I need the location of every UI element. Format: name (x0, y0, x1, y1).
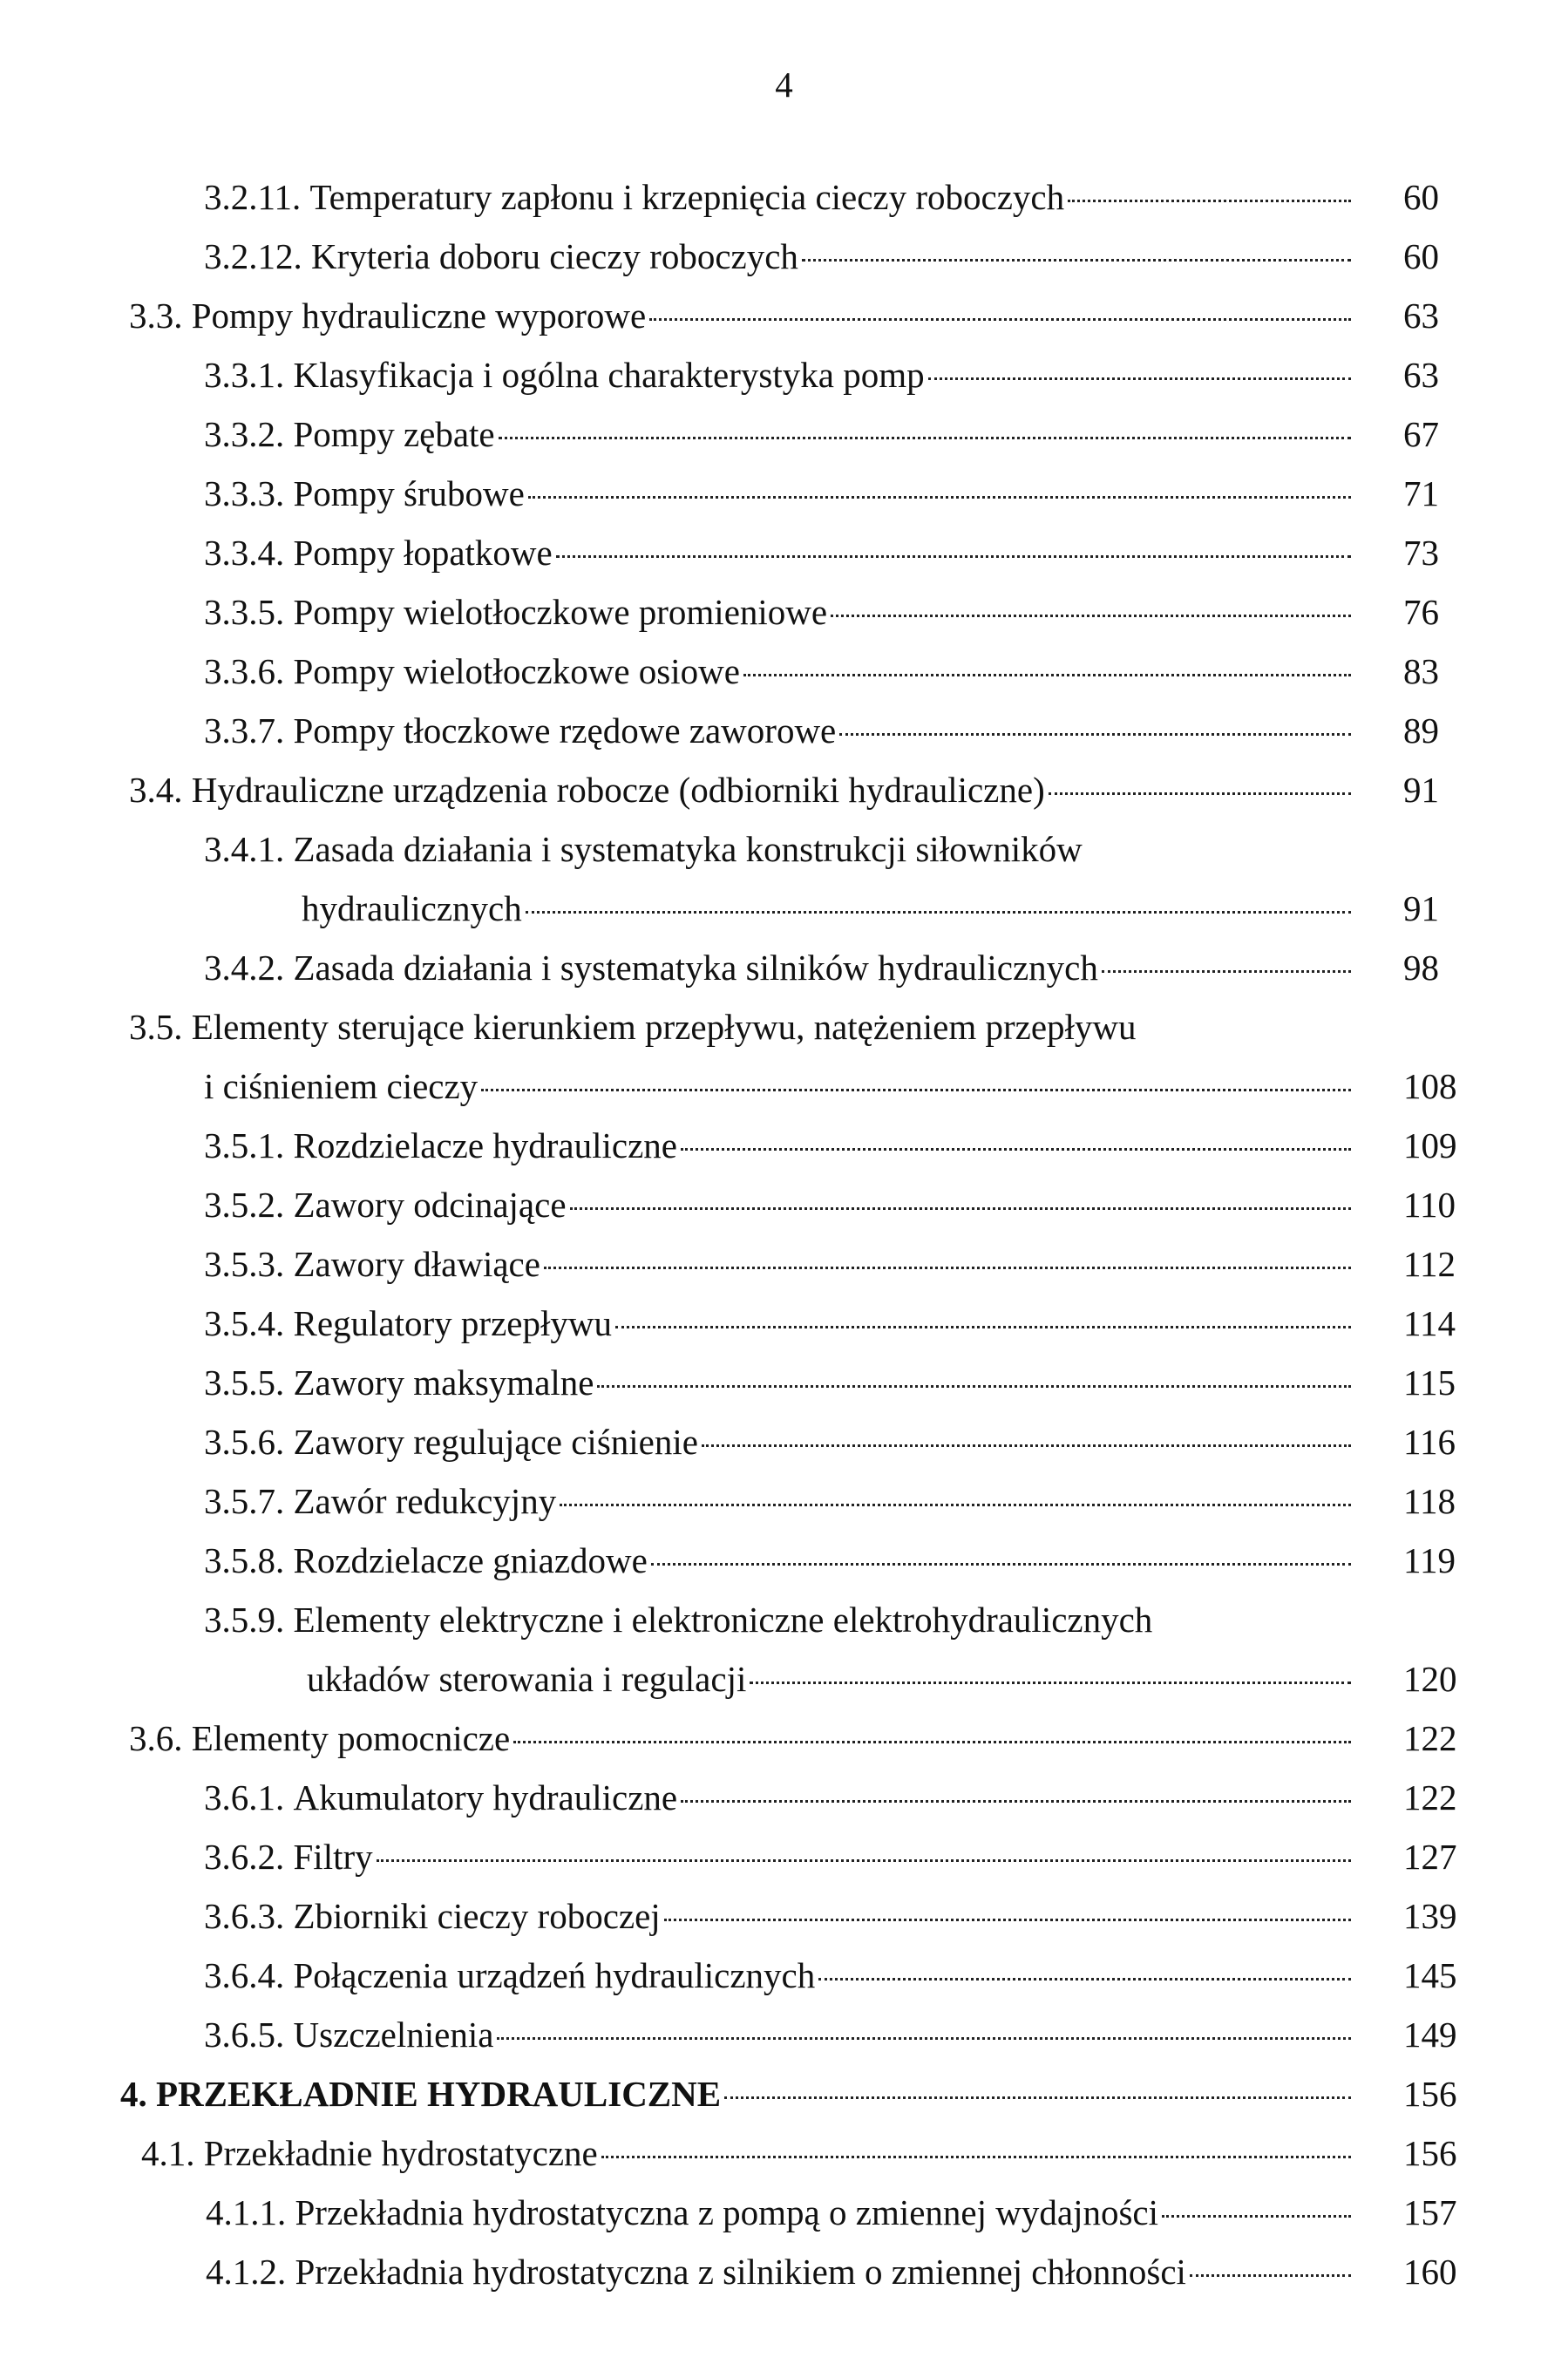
chapter-number: 4. (120, 2074, 147, 2114)
entry-title: Przekładnia hydrostatyczna z silnikiem o zmiennej chłonności (295, 2252, 1186, 2292)
entry-number: 3.4.1. (204, 829, 285, 869)
entry-page: 156 (1403, 2074, 1457, 2114)
toc-entry-first-line[interactable] (204, 819, 1568, 879)
entry-title: Zasada działania i systematyka silników hydraulicznych (293, 948, 1098, 988)
entry-number: 3.3.3. (204, 473, 285, 513)
entry-page: 89 (1403, 710, 1439, 751)
entry-number: 3.5.1. (204, 1125, 285, 1165)
toc-entry[interactable] (204, 1827, 1568, 1886)
dot-leader (743, 642, 1351, 676)
entry-page: 156 (1403, 2133, 1457, 2173)
entry-title: Zawór redukcyjny (293, 1481, 557, 1521)
entry-number: 3.6.1. (204, 1777, 285, 1817)
entry-number: 3.3.7. (204, 710, 285, 751)
entry-title: Pompy śrubowe (293, 473, 525, 513)
entry-number: 3.3.2. (204, 414, 285, 454)
entry-number: 4.1.2. (206, 2252, 287, 2292)
dot-leader (601, 2124, 1351, 2158)
entry-page: 60 (1403, 177, 1439, 217)
dot-leader (839, 702, 1351, 736)
toc-entry-first-line[interactable] (129, 997, 1568, 1057)
toc-entry[interactable] (204, 1946, 1568, 2005)
entry-number: 3.5.5. (204, 1362, 285, 1403)
toc-entry[interactable] (141, 2123, 1568, 2183)
entry-number: 3.5.4. (204, 1303, 285, 1343)
entry-title: Zawory dławiące (293, 1244, 540, 1284)
entry-page: 91 (1403, 888, 1439, 928)
entry-page: 98 (1403, 948, 1439, 988)
dot-leader (818, 1947, 1351, 1981)
entry-number: 3.6.2. (204, 1837, 285, 1877)
entry-title-continued: i ciśnieniem cieczy (204, 1066, 479, 1106)
entry-title: Zawory regulujące ciśnienie (293, 1422, 698, 1462)
entry-number: 3.5.2. (204, 1185, 285, 1225)
entry-title: Temperatury zapłonu i krzepnięcia cieczy roboczych (309, 177, 1065, 217)
toc-entry-first-line[interactable] (204, 1590, 1568, 1649)
entry-title: Filtry (293, 1837, 373, 1877)
toc-entry[interactable] (204, 345, 1568, 404)
entry-title: Klasyfikacja i ogólna charakterystyka pomp (293, 355, 925, 395)
entry-page: 114 (1403, 1303, 1456, 1343)
dot-leader (499, 405, 1351, 439)
toc-entry[interactable] (204, 167, 1568, 227)
toc-entry[interactable] (204, 879, 1568, 938)
toc-entry[interactable] (204, 1531, 1568, 1590)
dot-leader (377, 1828, 1351, 1862)
dot-leader (497, 2006, 1351, 2040)
entry-number: 3.4.2. (204, 948, 285, 988)
entry-title: Regulatory przepływu (293, 1303, 612, 1343)
toc-entry[interactable] (129, 1057, 1568, 1116)
dot-leader (1068, 168, 1351, 202)
entry-title: Hydrauliczne urządzenia robocze (odbiorniki hydrauliczne) (191, 770, 1045, 810)
entry-page: 112 (1403, 1244, 1456, 1284)
entry-page: 120 (1403, 1659, 1457, 1699)
entry-page: 119 (1403, 1540, 1456, 1580)
entry-number: 4.1. (141, 2133, 195, 2173)
toc-entry[interactable] (204, 404, 1568, 464)
dot-leader (556, 524, 1351, 558)
dot-leader (702, 1413, 1351, 1447)
toc-chapter-entry[interactable] (120, 2064, 1568, 2123)
dot-leader (681, 1769, 1351, 1803)
entry-page: 83 (1403, 651, 1439, 691)
dot-leader (802, 228, 1351, 262)
entry-title: Akumulatory hydrauliczne (293, 1777, 678, 1817)
entry-title: Zbiorniki cieczy roboczej (293, 1896, 661, 1936)
entry-title: Elementy elektryczne i elektroniczne elektrohydraulicznych (293, 1600, 1153, 1640)
entry-page: 108 (1403, 1066, 1457, 1106)
entry-title: Pompy łopatkowe (293, 533, 553, 573)
entry-title: Kryteria doboru cieczy roboczych (311, 236, 798, 276)
dot-leader (560, 1472, 1351, 1506)
entry-number: 3.5.9. (204, 1600, 285, 1640)
toc-entry[interactable] (204, 1768, 1568, 1827)
entry-number: 3.3.1. (204, 355, 285, 395)
toc-entry[interactable] (204, 1294, 1568, 1353)
toc-entry[interactable] (204, 1234, 1568, 1294)
entry-page: 115 (1403, 1362, 1456, 1403)
entry-page: 71 (1403, 473, 1439, 513)
entry-number: 3.6.3. (204, 1896, 285, 1936)
toc-entry[interactable] (204, 1471, 1568, 1531)
entry-title: Rozdzielacze gniazdowe (293, 1540, 648, 1580)
dot-leader (544, 1235, 1351, 1269)
entry-number: 3.5.7. (204, 1481, 285, 1521)
dot-leader (615, 1294, 1351, 1328)
entry-page: 157 (1403, 2192, 1457, 2232)
entry-number: 3.4. (129, 770, 183, 810)
dot-leader (528, 465, 1351, 499)
entry-number: 3.2.11. (204, 177, 302, 217)
toc-entry[interactable] (129, 1709, 1568, 1768)
entry-number: 3.3.5. (204, 592, 285, 632)
entry-page: 145 (1403, 1955, 1457, 1995)
entry-number: 3.3.6. (204, 651, 285, 691)
dot-leader (724, 2065, 1351, 2099)
toc-entry[interactable] (129, 286, 1568, 345)
entry-number: 4.1.1. (206, 2192, 287, 2232)
entry-page: 110 (1403, 1185, 1456, 1225)
toc-entry[interactable] (129, 760, 1568, 819)
toc-entry[interactable] (204, 1412, 1568, 1471)
entry-page: 139 (1403, 1896, 1457, 1936)
entry-number: 3.6.5. (204, 2015, 285, 2055)
dot-leader (681, 1117, 1351, 1151)
entry-page: 160 (1403, 2252, 1457, 2292)
entry-number: 3.5.8. (204, 1540, 285, 1580)
entry-number: 3.6.4. (204, 1955, 285, 1995)
toc-entry[interactable] (204, 1175, 1568, 1234)
toc-entry[interactable] (204, 1886, 1568, 1946)
entry-title: Pompy hydrauliczne wyporowe (191, 296, 647, 336)
entry-number: 3.5. (129, 1007, 183, 1047)
toc-entry[interactable] (204, 1353, 1568, 1412)
entry-title: Pompy wielotłoczkowe promieniowe (293, 592, 828, 632)
page-number: 4 (775, 65, 793, 105)
toc-entry[interactable] (204, 938, 1568, 997)
dot-leader (664, 1887, 1351, 1921)
toc-entry[interactable] (204, 2005, 1568, 2064)
dot-leader (570, 1176, 1351, 1210)
entry-page: 122 (1403, 1777, 1457, 1817)
dot-leader (750, 1650, 1351, 1684)
entry-page: 60 (1403, 236, 1439, 276)
dot-leader (1190, 2243, 1351, 2277)
entry-page: 116 (1403, 1422, 1456, 1462)
dot-leader (831, 583, 1351, 617)
toc-entry[interactable] (204, 227, 1568, 286)
entry-page: 118 (1403, 1481, 1456, 1521)
entry-title: Pompy zębate (293, 414, 495, 454)
entry-title: Elementy pomocnicze (191, 1718, 511, 1758)
entry-page: 67 (1403, 414, 1439, 454)
toc-entry[interactable] (204, 582, 1568, 642)
entry-title: Zasada działania i systematyka konstrukcji siłowników (293, 829, 1083, 869)
dot-leader (513, 1709, 1351, 1743)
dot-leader (481, 1057, 1351, 1091)
entry-title: Pompy tłoczkowe rzędowe zaworowe (293, 710, 837, 751)
entry-title: Uszczelnienia (293, 2015, 494, 2055)
chapter-title: PRZEKŁADNIE HYDRAULICZNE (156, 2074, 722, 2114)
entry-title: Połączenia urządzeń hydraulicznych (293, 1955, 816, 1995)
entry-number: 3.5.3. (204, 1244, 285, 1284)
toc-entry[interactable] (204, 1649, 1568, 1709)
entry-title-continued: układów sterowania i regulacji (307, 1659, 747, 1699)
dot-leader (651, 1532, 1351, 1566)
entry-title: Pompy wielotłoczkowe osiowe (293, 651, 740, 691)
entry-title: Przekładnia hydrostatyczna z pompą o zmiennej wydajności (295, 2192, 1159, 2232)
toc-entry[interactable] (204, 1116, 1568, 1175)
toc-entry[interactable] (204, 701, 1568, 760)
dot-leader (1102, 939, 1351, 973)
toc-entry[interactable] (204, 464, 1568, 523)
entry-page: 149 (1403, 2015, 1457, 2055)
toc-entry[interactable] (204, 642, 1568, 701)
entry-number: 3.5.6. (204, 1422, 285, 1462)
entry-number: 3.3.4. (204, 533, 285, 573)
entry-page: 63 (1403, 296, 1439, 336)
dot-leader (597, 1354, 1351, 1388)
entry-number: 3.3. (129, 296, 183, 336)
entry-page: 109 (1403, 1125, 1457, 1165)
dot-leader (526, 880, 1351, 914)
entry-title: Rozdzielacze hydrauliczne (293, 1125, 677, 1165)
table-of-contents (0, 167, 1568, 2301)
entry-number: 3.2.12. (204, 236, 302, 276)
entry-page: 63 (1403, 355, 1439, 395)
entry-number: 3.6. (129, 1718, 183, 1758)
entry-title: Przekładnie hydrostatyczne (203, 2133, 598, 2173)
dot-leader (649, 287, 1351, 321)
dot-leader (928, 346, 1351, 380)
toc-entry[interactable] (206, 2242, 1568, 2301)
entry-page: 76 (1403, 592, 1439, 632)
entry-title: Zawory maksymalne (293, 1362, 594, 1403)
entry-title: Zawory odcinające (293, 1185, 567, 1225)
entry-page: 122 (1403, 1718, 1457, 1758)
dot-leader (1049, 761, 1351, 795)
entry-title: Elementy sterujące kierunkiem przepływu, natężeniem przepływu (191, 1007, 1137, 1047)
entry-page: 91 (1403, 770, 1439, 810)
entry-page: 73 (1403, 533, 1439, 573)
toc-entry[interactable] (204, 523, 1568, 582)
entry-page: 127 (1403, 1837, 1457, 1877)
entry-title-continued: hydraulicznych (302, 888, 522, 928)
toc-entry[interactable] (206, 2183, 1568, 2242)
dot-leader (1162, 2184, 1351, 2218)
